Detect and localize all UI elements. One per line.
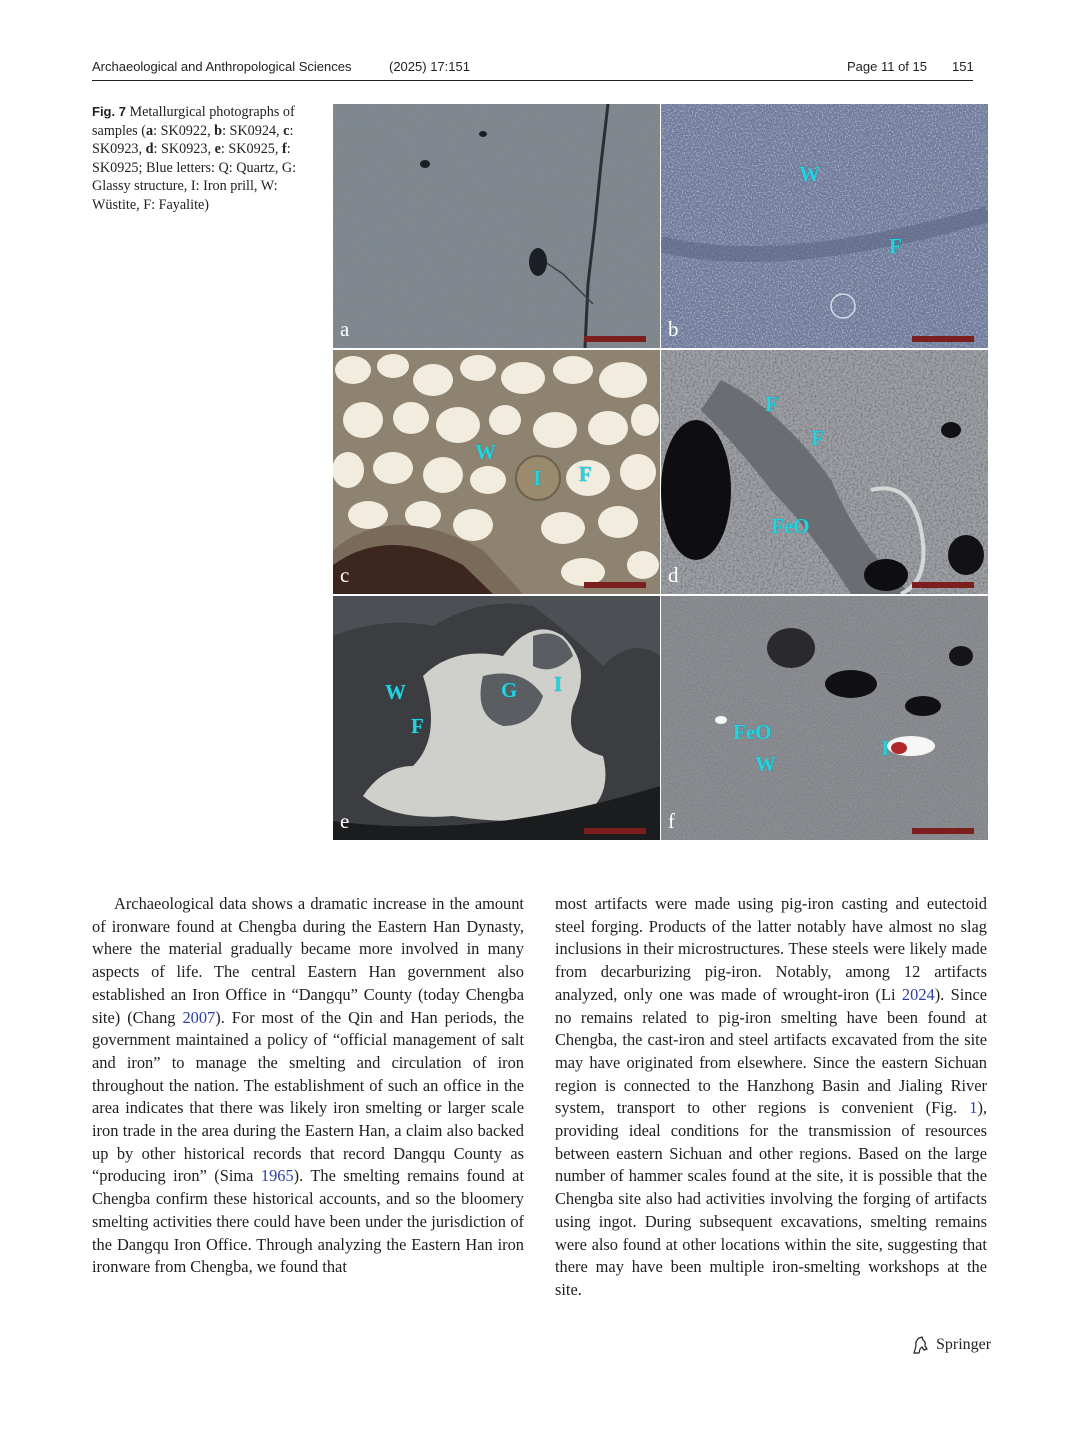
- paragraph: most artifacts were made using pig-iron casting and eutectoid steel forging. Products of the latter notably have almost no slag inclusions in their microstructures. These steels were likely made from decarburizing pig-iron. Notably, among 12 artifacts analyzed, only one was made of wrought-iron (Li 2024). Since no remains related to pig-iron smelting have been found at Chengba, the cast-iron and steel artifacts excavated from the site may have originated from elsewhere. Since the eastern Sichuan region is connected to the Hanzhong Basin and Jialing River system, transport to other regions is convenient (Fig. 1), providing ideal conditions for the transmission of resources between eastern Sichuan and other regions. Based on the large number of hammer scales found at the site, it is possible that the Chengba site also had activities involving the forging of artifacts using ingot. During subsequent excavations, smelting remains were also found at other locations within the site, suggesting that there may have been multiple iron-smelting workshops at the site.: [555, 894, 988, 1299]
- panel-label: c: [340, 563, 350, 587]
- springer-horse-icon: [910, 1335, 930, 1355]
- micrograph-panel-a: [333, 104, 660, 348]
- micrograph-panel-d: [661, 350, 988, 594]
- body-column-right: [555, 893, 987, 1302]
- panel-label: b: [668, 317, 679, 341]
- mineral-label: I: [533, 466, 542, 490]
- journal-title: Archaeological and Anthropological Sciences: [92, 59, 352, 74]
- panel-label: e: [340, 809, 350, 833]
- mineral-label: G: [501, 678, 518, 702]
- scale-bar: [584, 582, 646, 588]
- scale-bar: [584, 336, 646, 342]
- paragraph: Archaeological data shows a dramatic increase in the amount of ironware found at Chengba during the Eastern Han Dynasty, where the material gradually became more involved in many aspects of life. The central Eastern Han government also established an Iron Office in “Dangqu” County (today Chengba site) (Chang 2007). For most of the Qin and Han periods, the government maintained a policy of “official management of salt and iron” to manage the smelting and circulation of iron throughout the nation. The establishment of such an office in the area indicates that there was likely iron smelting or larger scale iron trade in the area during the Eastern Han, a claim also backed up by other historical records that record Dangqu County as “producing iron” (Sima 1965). The smelting remains found at Chengba confirm these historical accounts, and so the bloomery smelting activities there could have been under the jurisdiction of the Dangqu Iron Office. Through analyzing the Eastern Han iron ironware from Chengba, we found that: [92, 894, 525, 1277]
- panel-label: a: [340, 317, 350, 341]
- mineral-label: I: [881, 736, 890, 760]
- micrograph-grid: [333, 104, 988, 840]
- scale-bar: [584, 828, 646, 834]
- mineral-label: W: [385, 680, 406, 704]
- micrograph-image-f: [661, 596, 988, 840]
- mineral-label: W: [755, 752, 776, 776]
- micrograph-image-b: [661, 104, 988, 348]
- mineral-label: FeO: [733, 720, 772, 744]
- figure-reference-link[interactable]: 1: [969, 1098, 978, 1118]
- scale-bar: [912, 336, 974, 342]
- publisher-name: Springer: [936, 1336, 992, 1353]
- volume-info: (2025) 17:151: [389, 59, 470, 74]
- mineral-label: F: [579, 462, 592, 486]
- running-header: [92, 58, 973, 81]
- micrograph-panel-c: [333, 350, 660, 594]
- panel-label: d: [668, 563, 679, 587]
- micrograph-panel-e: [333, 596, 660, 840]
- panel-label: f: [668, 809, 675, 833]
- mineral-label: F: [765, 392, 778, 416]
- micrograph-panel-b: [661, 104, 988, 348]
- micrograph-image-a: [333, 104, 660, 348]
- micrograph-image-c: [333, 350, 660, 594]
- article-number: 151: [952, 59, 974, 74]
- micrograph-image-d: [661, 350, 988, 594]
- scale-bar: [912, 828, 974, 834]
- page-indicator: Page 11 of 15: [847, 59, 927, 74]
- micrograph-image-e: [333, 596, 660, 840]
- publisher-footer: [910, 1335, 991, 1355]
- scale-bar: [912, 582, 974, 588]
- figure-label: Fig. 7: [92, 104, 126, 119]
- citation-link[interactable]: 2024: [901, 984, 935, 1004]
- body-column-left: [92, 893, 524, 1279]
- mineral-label: F: [411, 714, 424, 738]
- mineral-label: I: [554, 672, 563, 696]
- citation-link[interactable]: 2007: [182, 1007, 216, 1027]
- mineral-label: W: [799, 162, 820, 186]
- mineral-label: FeO: [771, 514, 810, 538]
- figure-caption: Fig. 7 Metallurgical photographs of samples (a: SK0922, b: SK0924, c: SK0923, d: SK0923, e: SK0925, f: SK0925; Blue letters: Q: Quartz, G: Glassy structure, I: Iron prill, W: Wüstite, F: Fayalite): [92, 104, 297, 213]
- mineral-label: F: [889, 234, 902, 258]
- mineral-label: W: [475, 440, 496, 464]
- mineral-label: F: [811, 426, 824, 450]
- citation-link[interactable]: 1965: [260, 1166, 294, 1186]
- micrograph-panel-f: [661, 596, 988, 840]
